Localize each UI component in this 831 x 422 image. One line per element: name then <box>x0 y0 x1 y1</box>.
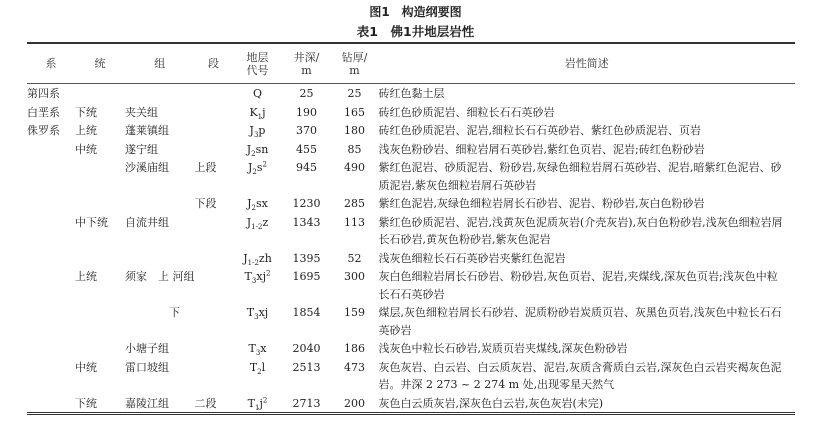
member-cell <box>195 303 233 339</box>
code-sub: 3 <box>253 131 259 140</box>
thickness-cell: 85 <box>347 142 362 156</box>
depth-cell: 1395 <box>292 251 321 265</box>
code-base: T <box>248 342 256 355</box>
code-sub: 2 <box>252 168 257 177</box>
code-rest: l <box>261 360 266 374</box>
table-row <box>27 267 795 303</box>
code-rest: j <box>262 105 266 119</box>
code-sub: 3 <box>251 277 257 286</box>
depth-cell: 945 <box>296 161 317 174</box>
system-cell: 白垩系 <box>27 105 60 119</box>
code-sub: 1-2 <box>251 222 263 231</box>
code-cell <box>233 394 283 414</box>
system-cell <box>27 194 75 213</box>
code-cell <box>233 303 283 339</box>
series-cell <box>75 339 125 358</box>
member-cell <box>195 140 233 159</box>
member-cell <box>195 267 233 303</box>
depth-cell: 1854 <box>292 306 321 319</box>
description-cell: 紫红色泥岩,灰绿色细粒岩屑长石砂岩、泥岩、粉砂岩,灰白色粉砂岩 <box>378 197 705 210</box>
figure-caption: 图1 构造纲要图 <box>369 5 462 19</box>
table-row <box>27 303 795 339</box>
table-row <box>27 394 795 414</box>
code-rest: s <box>256 161 263 174</box>
member-cell: 二段 <box>194 396 217 410</box>
thickness-cell: 186 <box>344 342 365 355</box>
code-cell <box>233 158 283 194</box>
code-cell <box>233 267 283 303</box>
thickness-cell: 300 <box>344 270 365 283</box>
code-sup: 2 <box>262 160 267 169</box>
header-code-l1: 地层 <box>246 50 269 64</box>
series-cell <box>75 158 125 194</box>
code-sub: 2 <box>257 367 262 376</box>
member-cell <box>195 339 233 358</box>
code-rest: zh <box>258 251 272 265</box>
series-cell: 中统 <box>75 360 97 374</box>
code-cell <box>233 121 283 140</box>
description-cell: 紫红色泥岩、砂质泥岩、粉砂岩,灰绿色细粒岩屑石英砂岩、泥岩,暗紫红色泥岩、砂质泥岩,紫灰色细粒岩屑石英砂岩 <box>378 161 782 192</box>
code-rest: j <box>259 396 263 410</box>
description-cell: 煤层,灰色细粒岩屑长石砂岩、泥质粉砂岩炭质页岩、灰黑色页岩,浅灰色中粒长石石英砂岩 <box>378 306 782 337</box>
header-row <box>27 43 795 84</box>
code-rest: xj <box>258 306 269 319</box>
thickness-cell: 285 <box>344 197 365 210</box>
header-formation: 组 <box>125 43 195 84</box>
thickness-cell: 159 <box>344 306 365 319</box>
code-base: J <box>243 251 248 265</box>
header-thick-l1: 钻厚/ <box>341 50 368 64</box>
thickness-cell: 180 <box>344 124 365 137</box>
code-cell <box>233 194 283 213</box>
code-sup: 2 <box>265 269 271 278</box>
header-depth-l1: 井深/ <box>293 50 320 64</box>
depth-cell: 190 <box>296 105 317 119</box>
description-cell: 紫红色砂质泥岩、泥岩,浅黄灰色泥质灰岩(介壳灰岩),灰白色粉砂岩,浅灰色细粒岩屑长石砂岩,黄灰色粉砂岩,紫灰色泥岩 <box>378 215 783 246</box>
code-base: J <box>247 197 252 210</box>
code-sub: 1 <box>257 112 263 121</box>
table-row <box>27 121 795 140</box>
code-base: J <box>246 142 252 156</box>
thickness-cell: 473 <box>344 360 365 374</box>
depth-cell: 2040 <box>292 342 321 355</box>
table-title: 表1 佛1井地层岩性 <box>356 24 475 39</box>
depth-cell: 455 <box>296 142 317 156</box>
description-cell: 浅灰色中粒长石砂岩,炭质页岩夹煤线,深灰色粉砂岩 <box>378 342 628 355</box>
formation-cell <box>125 249 195 268</box>
code-base: K <box>249 105 258 119</box>
code-base: J <box>247 161 253 174</box>
description-cell: 砖红色黏土层 <box>378 87 445 100</box>
system-cell <box>27 358 75 394</box>
strata-table <box>27 42 795 415</box>
system-cell <box>27 158 75 194</box>
formation-cell: 雷口坡组 <box>125 360 169 374</box>
member-cell: 下段 <box>194 197 217 210</box>
formation-cell: 下 <box>125 306 180 319</box>
series-cell <box>75 249 125 268</box>
depth-cell: 2713 <box>292 396 321 410</box>
series-cell: 上统 <box>75 124 97 137</box>
thickness-cell: 25 <box>347 87 362 100</box>
thickness-cell: 113 <box>344 215 365 229</box>
table-row <box>27 194 795 213</box>
code-cell <box>233 140 283 159</box>
code-sub: 3 <box>255 349 261 358</box>
description-cell: 砖红色砂质泥岩、泥岩,细粒长石石英砂岩、紫红色砂质泥岩、页岩 <box>378 124 701 137</box>
code-base: T <box>244 270 252 283</box>
code-cell <box>233 213 283 249</box>
code-sub: 3 <box>254 313 259 322</box>
code-sub: 1-2 <box>247 258 259 267</box>
code-cell <box>233 358 283 394</box>
description-cell: 浅灰色粉砂岩、细粒岩屑石英砂岩,紫红色页岩、泥岩;砖红色粉砂岩 <box>378 142 705 156</box>
table-row <box>27 249 795 268</box>
member-cell <box>195 213 233 249</box>
code-base: T <box>249 360 258 374</box>
series-cell: 下统 <box>75 105 97 119</box>
code-base: J <box>249 124 254 137</box>
system-cell <box>27 249 75 268</box>
header-depth <box>283 43 331 84</box>
system-cell: 侏罗系 <box>27 124 60 137</box>
table-row <box>27 213 795 249</box>
code-cell <box>233 84 283 103</box>
depth-cell: 370 <box>296 124 317 137</box>
member-cell <box>195 358 233 394</box>
code-sup: 2 <box>262 395 268 404</box>
member-cell: 上段 <box>194 161 217 174</box>
formation-cell <box>125 194 195 213</box>
series-cell: 下统 <box>75 396 97 410</box>
header-member: 段 <box>195 43 233 84</box>
member-cell <box>195 84 233 103</box>
description-cell: 灰色白云质灰岩,深灰色白云岩,灰色灰岩(未完) <box>378 396 604 410</box>
header-thickness <box>331 43 379 84</box>
thickness-cell: 165 <box>344 105 365 119</box>
code-rest: sx <box>256 197 268 210</box>
table-row <box>27 103 795 122</box>
formation-cell: 遂宁组 <box>125 142 158 156</box>
code-base: Q <box>252 87 263 100</box>
system-cell <box>27 140 75 159</box>
formation-cell: 夹关组 <box>125 105 158 119</box>
description-cell: 砖红色砂质泥岩、细粒长石石英砂岩 <box>378 105 555 119</box>
code-cell <box>233 339 283 358</box>
code-rest: z <box>262 215 269 229</box>
thickness-cell: 200 <box>344 396 365 410</box>
code-sub: 1 <box>254 403 260 412</box>
table-row <box>27 339 795 358</box>
formation-cell: 须家 上 河组 <box>125 270 195 283</box>
table-row <box>27 140 795 159</box>
depth-cell: 2513 <box>292 360 321 374</box>
code-sub: 2 <box>251 149 256 158</box>
code-cell <box>233 103 283 122</box>
series-cell <box>75 84 125 103</box>
depth-cell: 1695 <box>292 270 321 283</box>
system-cell <box>27 394 75 414</box>
code-base: T <box>246 306 255 319</box>
member-cell <box>195 103 233 122</box>
member-cell <box>195 121 233 140</box>
depth-cell: 1230 <box>292 197 321 210</box>
table-row <box>27 158 795 194</box>
description-cell: 灰色灰岩、白云岩、白云质灰岩、泥岩,灰质含膏质白云岩,深灰色白云岩夹褐灰色泥岩。井深 2 273 ~ 2 274 m 处,出现零星天然气 <box>378 360 782 391</box>
series-cell <box>75 303 125 339</box>
series-cell: 上统 <box>75 270 97 283</box>
series-cell <box>75 194 125 213</box>
thickness-cell: 52 <box>347 251 362 265</box>
description-cell: 浅灰色细粒长石石英砂岩夹紫红色泥岩 <box>378 251 566 265</box>
code-base: J <box>246 215 252 229</box>
system-cell: 第四系 <box>27 87 60 100</box>
depth-cell: 25 <box>299 87 314 100</box>
code-rest: x <box>260 342 267 355</box>
series-cell: 中下统 <box>75 215 108 229</box>
header-system: 系 <box>27 43 75 84</box>
depth-cell: 1343 <box>292 215 321 229</box>
code-cell <box>233 249 283 268</box>
table-row <box>27 358 795 394</box>
series-cell: 中统 <box>75 142 97 156</box>
thickness-cell: 490 <box>344 161 365 174</box>
system-cell <box>27 339 75 358</box>
formation-cell: 自流井组 <box>125 215 169 229</box>
system-cell <box>27 213 75 249</box>
header-depth-l2: m <box>301 63 312 77</box>
system-cell <box>27 267 75 303</box>
header-thick-l2: m <box>349 63 360 77</box>
header-code <box>233 43 283 84</box>
formation-cell: 沙溪庙组 <box>125 161 169 174</box>
system-cell <box>27 303 75 339</box>
header-code-l2: 代号 <box>246 63 269 77</box>
code-rest: xj <box>256 270 266 283</box>
code-rest: sn <box>255 142 269 156</box>
table-row <box>27 84 795 103</box>
formation-cell <box>125 84 195 103</box>
member-cell <box>195 249 233 268</box>
header-series: 统 <box>75 43 125 84</box>
formation-cell: 蓬莱镇组 <box>125 124 169 137</box>
code-base: T <box>247 396 255 410</box>
formation-cell: 嘉陵江组 <box>125 396 169 410</box>
code-sub: 2 <box>251 204 257 213</box>
header-description: 岩性简述 <box>379 43 796 84</box>
description-cell: 灰白色细粒岩屑长石砂岩、粉砂岩,灰色页岩、泥岩,夹煤线,深灰色页岩;浅灰色中粒长石石英砂岩 <box>378 270 778 301</box>
formation-cell: 小塘子组 <box>125 342 169 355</box>
code-rest: p <box>258 124 266 137</box>
